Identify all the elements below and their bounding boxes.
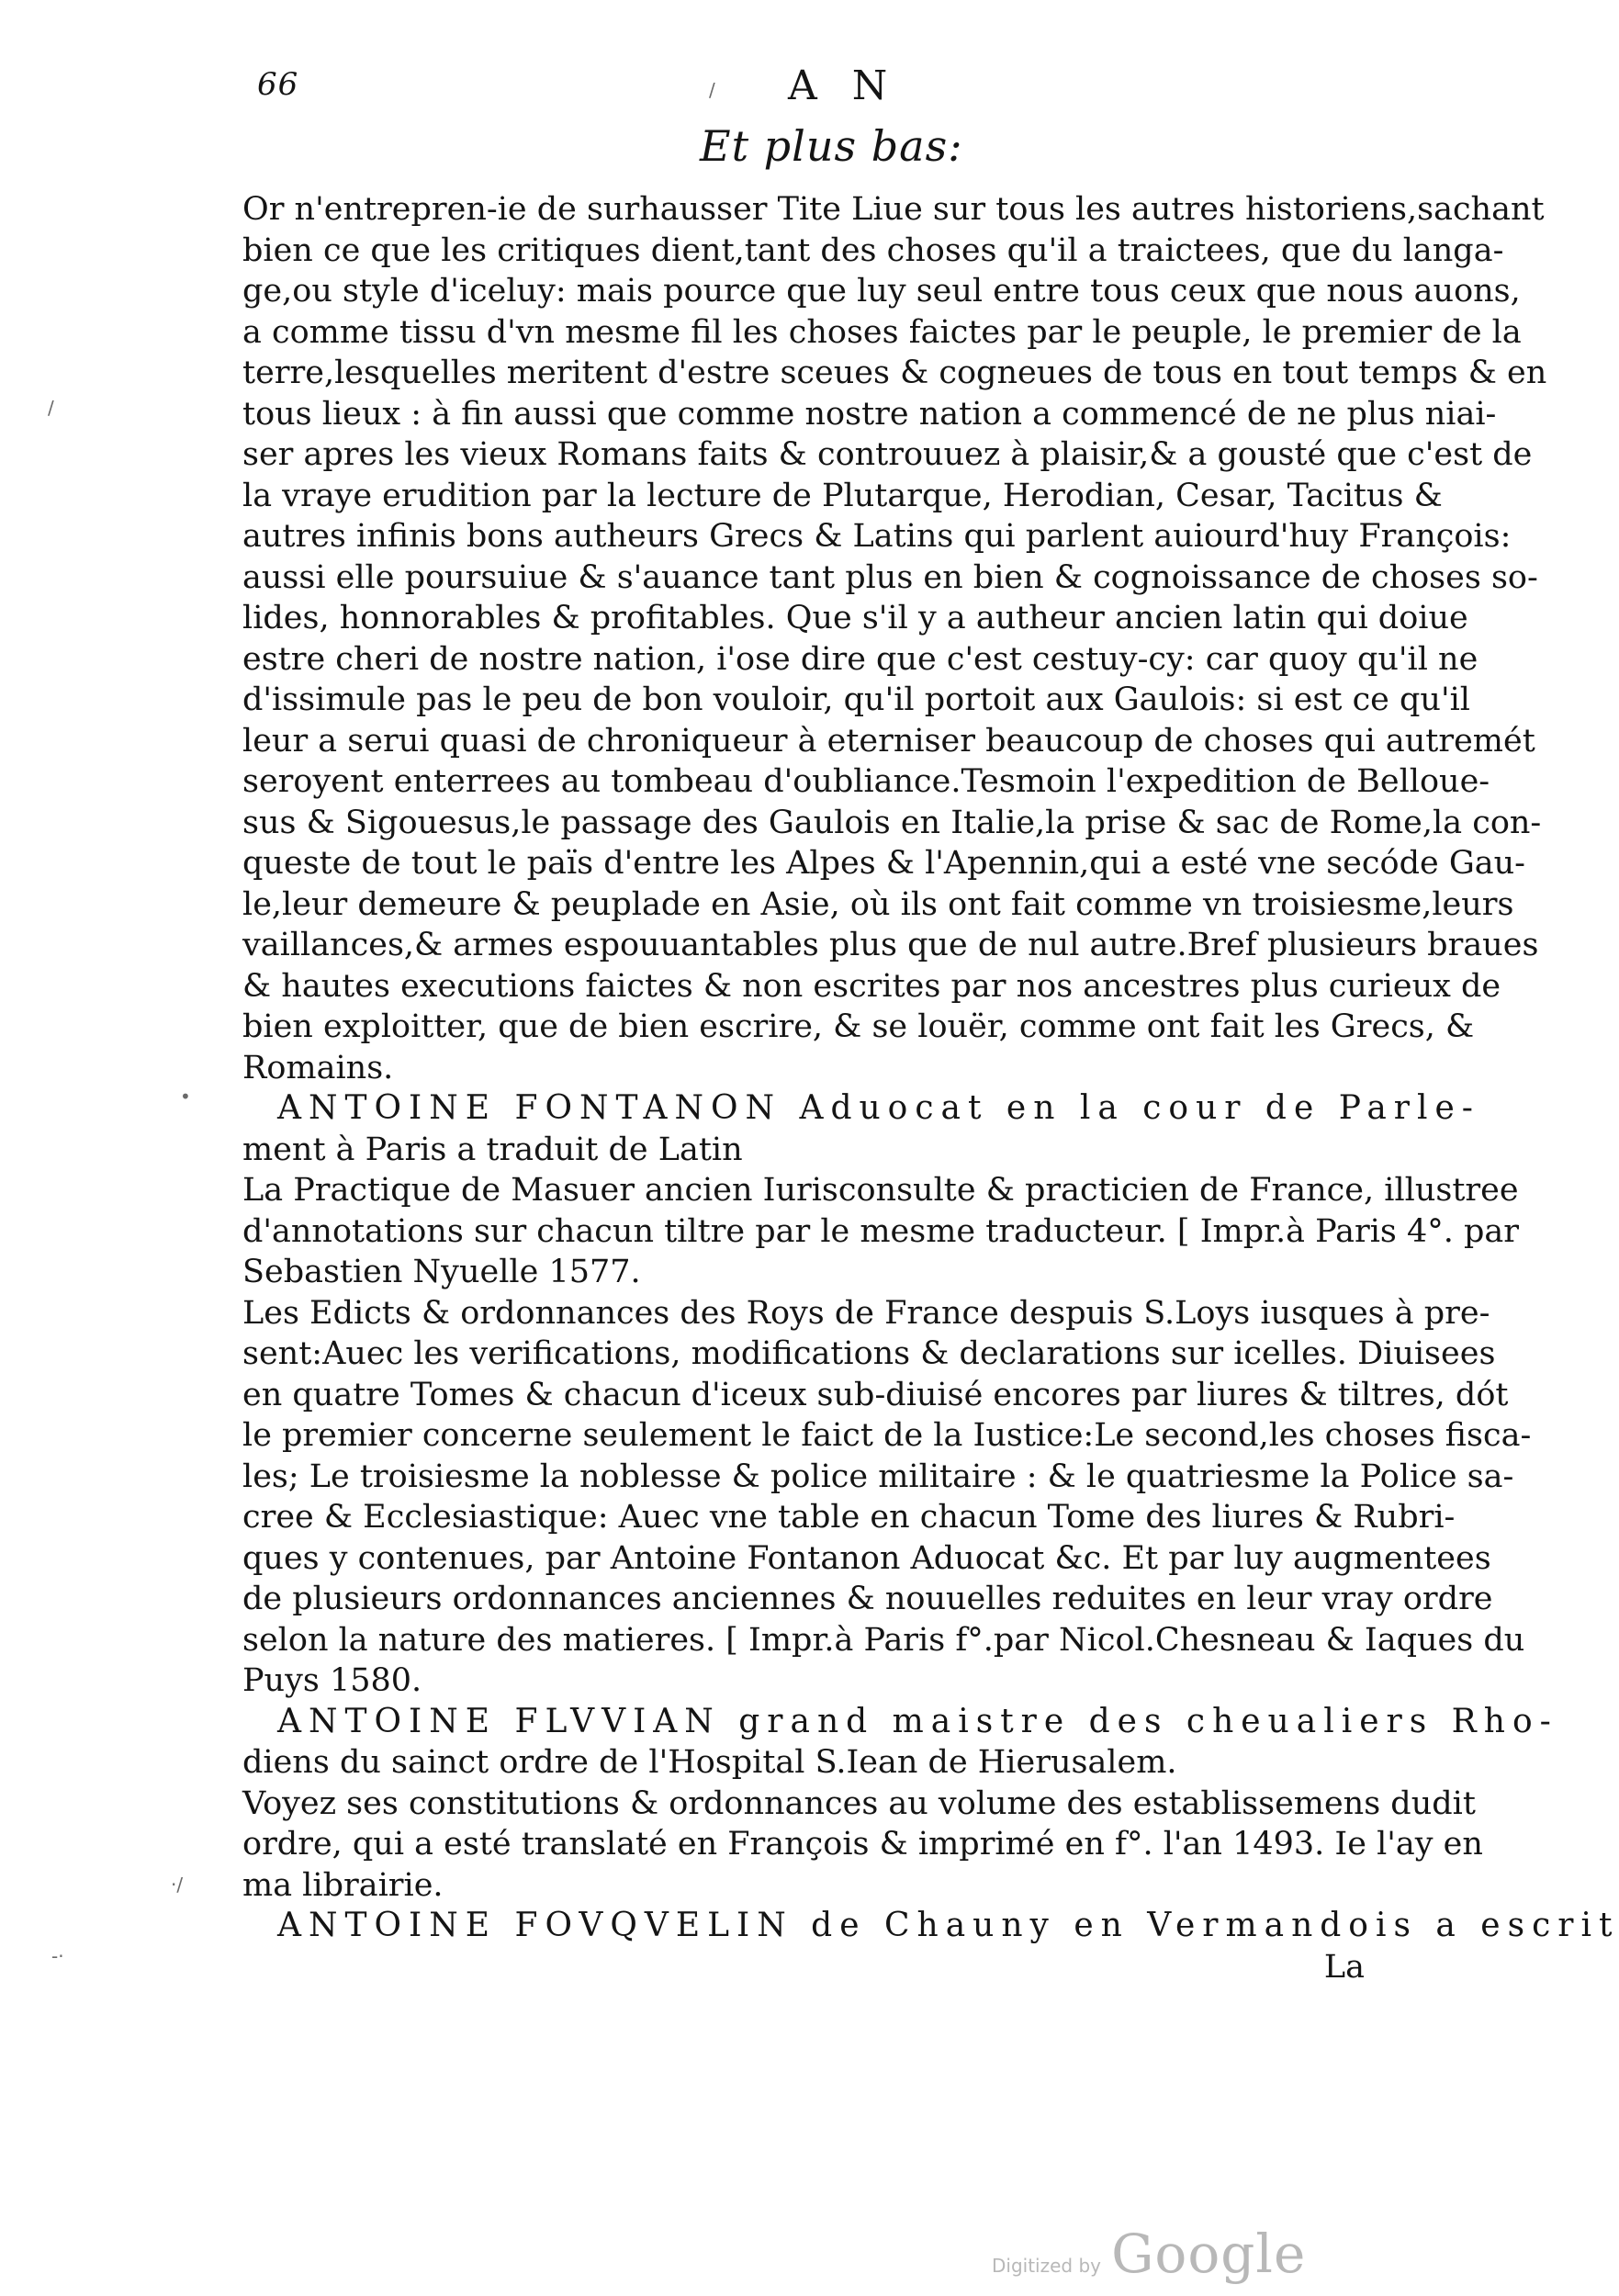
text-line: sent:Auec les verifications, modifications & declarations sur icelles. Diuisees: [242, 1335, 1496, 1372]
text-line: seroyent enterrees au tombeau d'oubliance.Tesmoin l'expedition de Bellouе-: [242, 763, 1490, 800]
body-text: [242, 189, 1619, 1987]
text-line: & hautes executions faictes & non escrites par nos ancestres plus curieux de: [242, 967, 1501, 1005]
text-line: Les Edicts & ordonnances des Roys de France despuis S.Loys iusques à pre-: [242, 1294, 1490, 1332]
entry-heading: ANTOINE FOVQVELIN de Chauny en Vermandois a escrit: [277, 1907, 1619, 1944]
google-logo: Google: [1111, 2223, 1307, 2285]
text-line: Or n'entrepren-ie de surhausser Tite Liue sur tous les autres historiens,sachant: [242, 191, 1545, 228]
margin-mark: /: [709, 79, 715, 101]
text-line: terre,lesquelles meritent d'estre sceues & cogneues de tous en tout temps & en: [242, 355, 1547, 391]
text-line: ques y contenues, par Antoine Fontanon Aduocat &c. Et par luy augmentees: [242, 1539, 1491, 1577]
margin-mark: -·: [51, 1945, 64, 1967]
catchword: La: [1323, 1948, 1365, 1986]
text-line: estre cheri de nostre nation, i'ose dire que c'est cestuy-cy: car quoy qu'il ne: [242, 640, 1478, 678]
entry-heading: ANTOINE FLVVIAN grand maistre des cheualiers Rho-: [277, 1702, 1558, 1740]
margin-mark: ·/: [171, 1874, 184, 1896]
running-head: A N: [788, 62, 899, 109]
text-line: ma librairie.: [242, 1866, 444, 1904]
text-line: lides, honnorables & profitables. Que s'il y a autheur ancien latin qui doiue: [242, 600, 1468, 636]
text-line: sus & Sigouesus,le passage des Gaulois en Italie,la prise & sac de Rome,la con-: [242, 804, 1542, 841]
text-line: aussi elle poursuiue & s'auance tant plus en bien & cognoissance de choses so-: [242, 558, 1538, 596]
text-line: la vraye erudition par la lecture de Plutarque, Herodian, Cesar, Tacitus &: [242, 477, 1443, 514]
margin-mark: /: [48, 397, 54, 419]
text-line: diens du sainct ordre de l'Hospital S.Iean de Hierusalem.: [242, 1744, 1177, 1781]
text-line: selon la nature des matieres. [ Impr.à Paris f°.par Nicol.Chesneau & Iaques du: [242, 1621, 1525, 1659]
text-line: autres infinis bons autheurs Grecs & Latins qui parlent auiourd'huy François:: [242, 518, 1512, 555]
text-line: queste de tout le païs d'entre les Alpes & l'Apennin,qui a esté vne secóde Gau-: [242, 845, 1526, 882]
text-line: Puys 1580.: [242, 1662, 422, 1699]
text-line: cree & Ecclesiastique: Auec vne table en chacun Tome des liures & Rubri-: [242, 1499, 1456, 1536]
text-line: ment à Paris a traduit de Latin: [242, 1131, 743, 1168]
text-line: de plusieurs ordonnances anciennes & nouuelles reduites en leur vray ordre: [242, 1581, 1493, 1617]
text-line: d'annotations sur chacun tiltre par le mesme traducteur. [ Impr.à Paris 4°. par: [242, 1212, 1520, 1250]
text-line: leur a serui quasi de chroniqueur à eterniser beaucoup de choses qui autremét: [242, 722, 1535, 760]
text-line: le premier concerne seulement le faict de la Iustice:Le second,les choses fisca-: [242, 1417, 1532, 1454]
watermark-caption: Digitized by: [992, 2255, 1101, 2277]
text-line: Romains.: [242, 1049, 394, 1086]
text-line: ordre, qui a esté translaté en François & imprimé en f°. l'an 1493. Ie l'ay en: [242, 1826, 1483, 1863]
text-line: a comme tissu d'vn mesme fil les choses faictes par le peuple, le premier de la: [242, 313, 1522, 351]
text-line: bien exploitter, que de bien escrire, & se louër, comme ont fait les Grecs, &: [242, 1008, 1475, 1045]
text-line: Sebastien Nyuelle 1577.: [242, 1254, 641, 1290]
text-line: La Practique de Masuer ancien Iurisconsulte & practicien de France, illustree: [242, 1172, 1519, 1209]
entry-heading: ANTOINE FONTANON Aduocat en la cour de Parle-: [277, 1089, 1480, 1127]
text-line: bien ce que les critiques dient,tant des choses qu'il a traictees, que du langa-: [242, 231, 1504, 269]
text-line: d'issimule pas le peu de bon vouloir, qu'il portoit aux Gaulois: si est ce qu'il: [242, 681, 1470, 718]
subhead: Et plus bas:: [700, 121, 963, 171]
text-line: le,leur demeure & peuplade en Asie, où ils ont fait comme vn troisiesme,leurs: [242, 885, 1514, 923]
text-line: vaillances,& armes espouuantables plus que de nul autre.Bref plusieurs braues: [242, 927, 1539, 963]
digitized-watermark: [992, 2223, 1306, 2285]
text-line: en quatre Tomes & chacun d'iceux sub-diuisé encores par liures & tiltres, dót: [242, 1376, 1509, 1413]
text-line: tous lieux : à fin aussi que comme nostre nation a commencé de ne plus niai-: [242, 395, 1497, 433]
text-line: Voyez ses constitutions & ordonnances au volume des establissemens dudit: [242, 1784, 1476, 1822]
text-line: ge,ou style d'iceluy: mais pource que luy seul entre tous ceux que nous auons,: [242, 273, 1521, 310]
page-number: 66: [257, 66, 299, 103]
margin-mark: •: [180, 1086, 191, 1108]
text-line: ser apres les vieux Romans faits & controuuez à plaisir,& a gousté que c'est de: [242, 436, 1533, 473]
text-line: les; Le troisiesme la noblesse & police militaire : & le quatriesme la Police sa-: [242, 1458, 1514, 1495]
